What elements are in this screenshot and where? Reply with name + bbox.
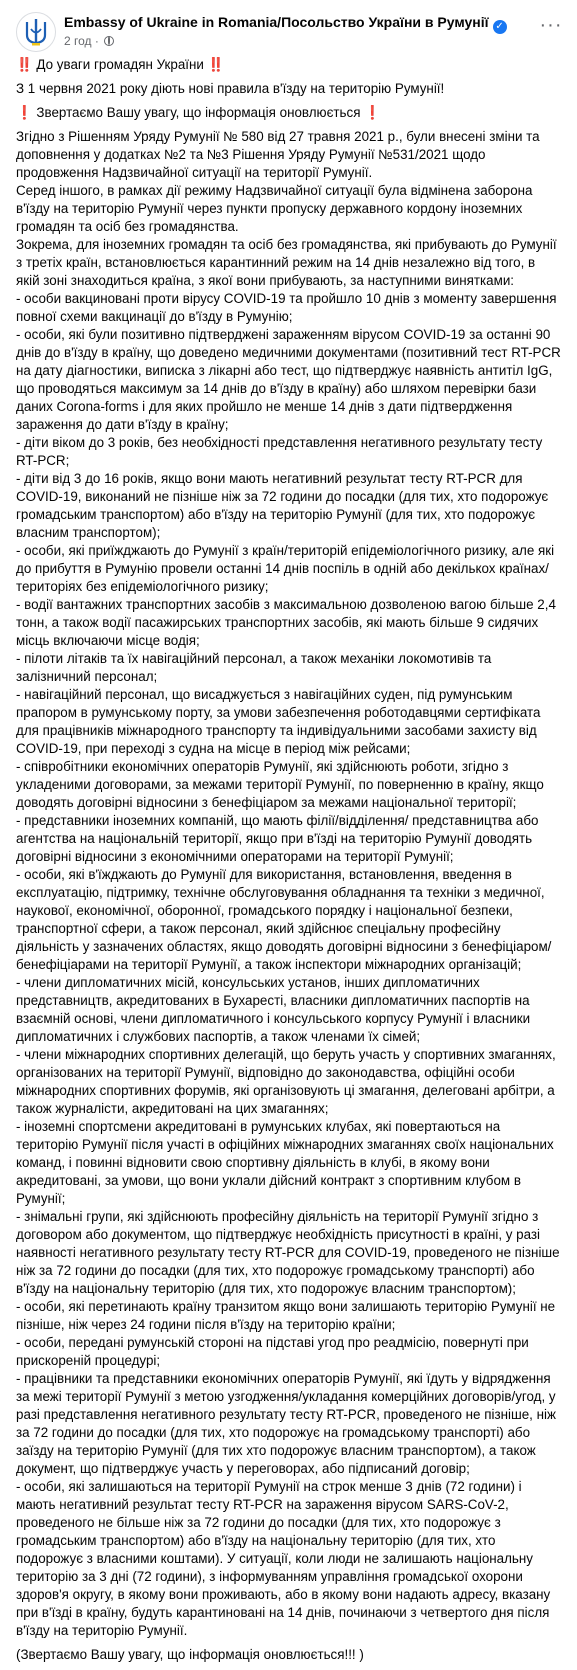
post-paragraph: - діти від 3 до 16 років, якщо вони мають негативний результат тесту RT-PCR для COVID-19, виконаний не пізніше ніж за 72 години до посадки (для тих, хто подорожує громадським транспортом) або в'їзду на територію Румунії (для тих, хто подорожує власним транспортом);: [16, 471, 549, 540]
post-paragraph: - особи, які приїжджають до Румунії з країн/територій епідеміологічного ризику, але які до прибуття в Румунію провели останні 14 днів поспіль в одній або декількох країнах/територіях без епідеміологічного ризику;: [16, 543, 555, 594]
post-paragraph: - особи, які залишаються на території Румунії на строк менше 3 днів (72 години) і мають негативний результат тесту RT-PCR на зараження вірусом SARS-CoV-2, проведеного не більше ніж за 72 години до посадки (для тих, хто подорожує з громадським транспортом) або в'їзду на національну територію (для тих, хто подорожує з власними коштами). У ситуації, коли люди не залишають національну територію за 3 дні (72 години), з інформуванням управління громадської охорони здоров'я округу, в якому вони проживають, або в якому вони надають адресу, вказану при в'їзді в країну, будуть карантиновані на 14 днів, починаючи з четвертого дня після в'їзду на територію Румунії.: [16, 1479, 551, 1638]
post-paragraph: - особи, які перетинають країну транзитом якщо вони залишають територію Румунії не пізніше, ніж через 24 години після в'їзду на територію країни;: [16, 1299, 556, 1332]
post-paragraph: - члени дипломатичних місій, консульських установ, інших дипломатичних представництв, акредитованих в Бухаресті, власники дипломатичних паспортів на взаємній основі, члени дипломатичного і консульського корпусу Румунії і власники дипломатичних і службових паспортів, а також членами їх сімей;: [16, 975, 531, 1044]
post-header: [16, 12, 561, 52]
post-paragraph: - особи, які були позитивно підтверджені зараженням вірусом COVID-19 за останні 90 днів до в'їзду в країну, що доведено медичними документами (позитивний тест RT-PCR на дату діагностики, виписка з лікарні або тест, що підтверджує наявність антитіл IgG, що проводяться максимум за 14 днів до в'їзду в країну) або шляхом перевірки бази даних Corona-forms і для яких пройшло не менше 14 днів з дати підтвердження зараження до дати в'їзду в країну;: [16, 327, 561, 432]
meta-separator: ·: [94, 34, 99, 48]
post-paragraph: - представники іноземних компаній, що мають філії/відділення/ представництва або агентства на національній території, якщо при в'їзді на територію Румунії доводять договірні відносини з економічними операторами на території Румунії;: [16, 813, 539, 864]
post-paragraph: - особи вакциновані проти вірусу COVID-19 та пройшло 10 днів з моменту завершення повної схеми вакцинації до в'їзду в Румунію;: [16, 291, 557, 324]
page-name-text[interactable]: Embassy of Ukraine in Romania/Посольство України в Румунії: [64, 14, 489, 30]
post-paragraph: - співробітники економічних операторів Румунії, які здійснюють роботи, згідно з укладеними договорами, за межами території Румунії, по поверненню в країну, якщо доводять договірні відносини з бенефіціаром за межами національної території;: [16, 759, 544, 810]
post-paragraph: - водії вантажних транспортних засобів з максимальною дозволеною вагою більше 2,4 тонн, а також водії пасажирських транспортних засобів, які мають більше 9 сидячих місць включаючи місце водія;: [16, 597, 556, 648]
trident-logo-icon: [23, 17, 49, 47]
verified-badge-icon: ✓: [493, 20, 507, 34]
footer-note: (Звертаємо Вашу увагу, що інформація оновлюється!!! ): [16, 1647, 364, 1662]
red-exclamation-icon: ❗: [16, 105, 33, 120]
double-exclamation-icon: ‼️: [207, 57, 225, 72]
post-paragraph: Серед іншого, в рамках дії режиму Надзвичайної ситуації була відмінена заборона в'їзду на територію Румунії через пункти пропуску державного кордону іноземних громадян та осіб без громадянства.: [16, 183, 533, 234]
post-paragraph: - особи, передані румунській стороні на підставі угод про реадмісію, повернуті при прискореній процедурі;: [16, 1335, 529, 1368]
page-name[interactable]: [64, 14, 507, 34]
globe-icon: [104, 36, 114, 46]
headline-line: [16, 56, 561, 74]
post-paragraph: - працівники та представники економічних операторів Румунії, які їдуть у відрядження за межі території Румунії з метою узгодження/укладання комерційних договорів/угод, у разі представлення негативного результату тесту RT-PCR, проведеного не пізніше, ніж за 72 години до посадки (для тих, хто подорожує на громадському транспорті) або заїзду на територію Румунії (для тих хто подорожує власним транспортом), а також документ, що підтверджує участь у переговорах, або підписаний договір;: [16, 1371, 556, 1476]
post-paragraph: - особи, які в'їжджають до Румунії для використання, встановлення, введення в експлуатацію, підтримку, технічне обслуговування обладнання та техніки з медичної, наукової, економічної, оборонної, громадського порядку і національної безпеки, транспортної сфери, а також персонал, який здійснює спеціальну професійну діяльність у зазначених областях, якщо доводять договірні відносини з бенефіціаром/бенефіціарами на території Румунії, а також інспектори міжнародних організацій;: [16, 867, 552, 972]
post-meta: [64, 34, 114, 48]
post-paragraph: - діти віком до 3 років, без необхідності представлення негативного результату тесту RT-PCR;: [16, 435, 543, 468]
effective-date-line: З 1 червня 2021 року діють нові правила в'їзду на територію Румунії!: [16, 81, 445, 96]
post-time[interactable]: 2 год: [64, 34, 92, 48]
notice-text: Звертаємо Вашу увагу, що інформація оновлюється: [36, 105, 361, 120]
post-paragraph: Згідно з Рішенням Уряду Румунії № 580 від 27 травня 2021 р., були внесені зміни та доповнення у додатках №2 та №3 Рішення Уряду Румунії №531/2021 щодо продовження Надзвичайної ситуації на території Румунії.: [16, 129, 540, 180]
post-paragraph: - іноземні спортсмени акредитовані в румунських клубах, які повертаються на територію Румунії після участі в офіційних міжнародних змаганнях своїх національних команд, і повинні відновити свою спортивну діяльність в клубі, в якому вони акредитовані, за умови, що вони уклали дійсний контракт з спортивним клубом в Румунії;: [16, 1119, 554, 1206]
double-exclamation-icon: ‼️: [16, 57, 33, 72]
post-paragraph: - навігаційний персонал, що висаджується з навігаційних суден, під румунським прапором в румунському порту, за умови забезпечення роботодавцями сертифіката для працівників міжнародного транспорту та індивідуальними засобами захисту від COVID-19, при переході з судна на місце в період між рейсами;: [16, 687, 541, 756]
red-exclamation-icon: ❗: [364, 105, 381, 120]
more-options-button[interactable]: ···: [539, 14, 563, 36]
post-body: [16, 128, 561, 1640]
post-paragraph: Зокрема, для іноземних громадян та осіб без громадянства, які прибувають до Румунії з третіх країн, встановлюється карантинний режим на 14 днів незалежно від того, в якій зоні знаходиться країна, з якої вони прибувають, за наступними винятками:: [16, 237, 557, 288]
headline-text: До уваги громадян України: [36, 57, 204, 72]
post-paragraph: - знімальні групи, які здійснюють професійну діяльність на території Румунії згідно з договором або документом, що підтверджує необхідність присутності в країні, у разі наявності негативного результату тесту RT-PCR для COVID-19, проведеного не пізніше ніж за 72 години до посадки (для тих, хто подорожує громадському транспорті) або в'їзду на національну територію (для тих, хто подорожує власним транспортом);: [16, 1209, 560, 1296]
notice-line: [16, 104, 561, 122]
post-paragraph: - члени міжнародних спортивних делегацій, що беруть участь у спортивних змаганнях, організованих на території Румунії, відповідно до законодавства, офіційні особи міжнародних спортивних форумів, які організовують ці змагання, делеговані арбітри, а також журналісти, акредитовані на цих змаганнях;: [16, 1047, 556, 1116]
page-avatar[interactable]: [16, 12, 56, 52]
post-paragraph: - пілоти літаків та їх навігаційний персонал, а також механіки локомотивів та залізничний персонал;: [16, 651, 492, 684]
